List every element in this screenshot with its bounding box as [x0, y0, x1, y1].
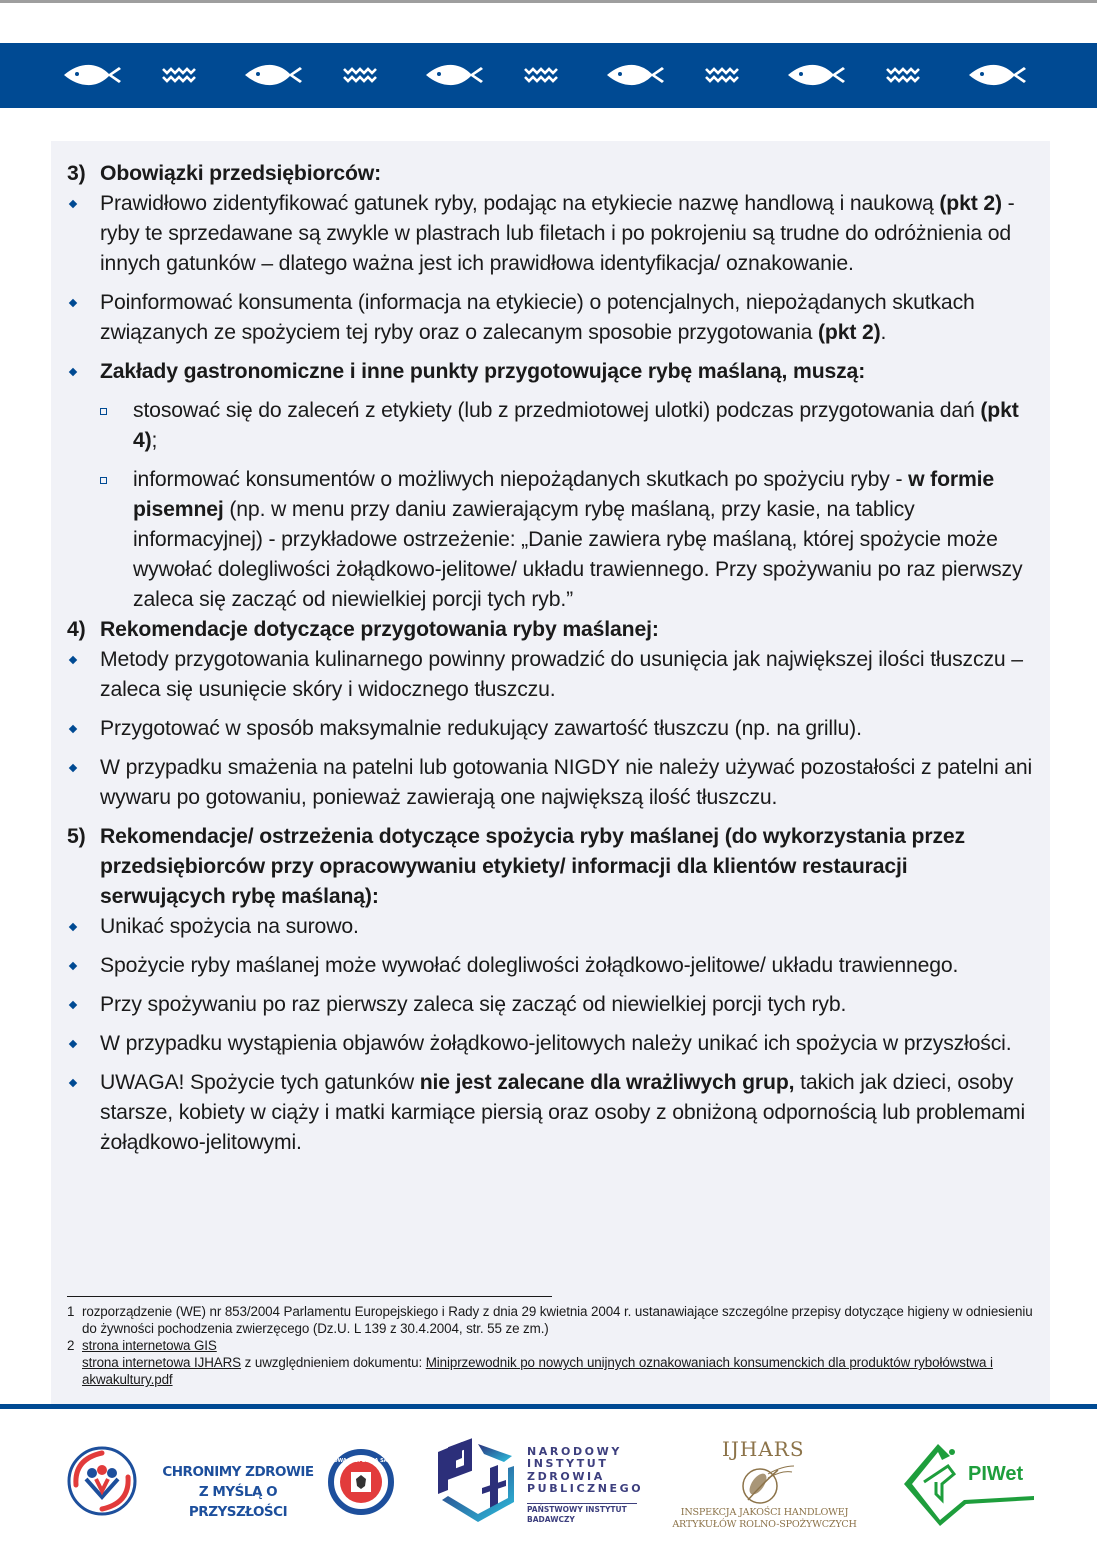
top-rule — [0, 0, 1097, 3]
fish-icon — [606, 63, 664, 87]
sub-list — [100, 396, 1037, 615]
list-item: Metody przygotowania kulinarnego powinny prowadzić do usunięcia jak największej ilości tłuszczu – zaleca się usunięcie skóry i widocznego tłuszczu. — [67, 645, 1037, 705]
fish-icon — [787, 63, 845, 87]
waves-icon — [886, 66, 920, 84]
list-item: W przypadku smażenia na patelni lub gotowania NIGDY nie należy używać pozostałości z patelni ani wywaru po gotowaniu, ponieważ zawierają one największą ilość tłuszczu. — [67, 753, 1037, 813]
section-4-title — [67, 615, 1037, 645]
list-item: Przygotować w sposób maksymalnie redukujący zawartość tłuszczu (np. na grillu). — [67, 714, 1037, 744]
list-item: W przypadku wystąpienia objawów żołądkowo-jelitowych należy unikać ich spożycia w przyszłości. — [67, 1029, 1037, 1059]
diamond-bullet-icon — [69, 299, 77, 307]
waves-icon — [162, 66, 196, 84]
piwet-name: PIWet — [968, 1463, 1024, 1485]
fish-icon — [244, 63, 302, 87]
gis-link[interactable]: strona internetowa GIS — [82, 1338, 217, 1353]
diamond-bullet-icon — [69, 764, 77, 772]
pis-logo — [309, 1450, 413, 1514]
ijhars-name: IJHARS — [722, 1437, 805, 1461]
list-item: Spożycie ryby maślanej może wywołać dolegliwości żołądkowo-jelitowe/ układu trawiennego. — [67, 951, 1037, 981]
main-content — [67, 159, 1037, 1158]
nizp-name: NARODOWY INSTYTUT ZDROWIA PUBLICZNEGO — [527, 1445, 644, 1496]
section-3-list — [67, 189, 1037, 615]
section-heading: Rekomendacje/ ostrzeżenia dotyczące spożycia ryby maślanej (do wykorzystania przez przedsiębiorców przy opracowywaniu etykiety/ informacji dla klientów restauracji serwujących rybę maślaną): — [100, 825, 965, 908]
section-3-title — [67, 159, 1037, 189]
footnotes — [67, 1296, 1037, 1388]
ijhars-link[interactable]: strona internetowa IJHARS — [82, 1355, 242, 1370]
nizp-subtitle: PAŃSTWOWY INSTYTUT BADAWCZY — [527, 1503, 637, 1525]
diamond-bullet-icon — [69, 962, 77, 970]
list-item: Przy spożywaniu po raz pierwszy zaleca się zacząć od niewielkiej porcji tych ryb. — [67, 990, 1037, 1020]
list-item: Prawidłowo zidentyfikować gatunek ryby, podając na etykiecie nazwę handlową i naukową (pkt 2) - ryby te sprzedawane są zwykle w plastrach lub filetach i po pokrojeniu są trudne do odróżnienia od innych gatunków – dlatego ważna jest ich prawidłowa identyfikacja/ oznakowanie. — [67, 189, 1037, 279]
ijhars-subtitle: INSPEKCJA JAKOŚCI HANDLOWEJ ARTYKUŁÓW ROLNO-SPOŻYWCZYCH — [672, 1507, 857, 1530]
diamond-bullet-icon — [69, 1040, 77, 1048]
waves-icon — [343, 66, 377, 84]
content-panel — [51, 141, 1050, 1404]
sub-list-item: stosować się do zaleceń z etykiety (lub z przedmiotowej ulotki) podczas przygotowania dań (pkt 4); — [100, 396, 1037, 456]
document-link[interactable]: Miniprzewodnik po nowych unijnych oznakowaniach konsumenckich dla produktów rybołówstwa i akwakultury.pdf — [82, 1355, 993, 1387]
diamond-bullet-icon — [69, 200, 77, 208]
chronimy-zdrowie-logo — [66, 1445, 138, 1517]
square-bullet-icon — [100, 408, 107, 415]
list-item: Poinformować konsumenta (informacja na etykiecie) o potencjalnych, niepożądanych skutkach związanych ze spożyciem tej ryby oraz o zalecanym sposobie przygotowania (pkt 2). — [67, 288, 1037, 348]
section-number: 5) — [67, 825, 86, 848]
diamond-bullet-icon — [69, 1001, 77, 1009]
sub-list-item: informować konsumentów o możliwych niepożądanych skutkach po spożyciu ryby - w formie pisemnej (np. w menu przy daniu zawierającym rybę maślaną, przy kasie, na tablicy informacyjnej) - przykładowe ostrzeżenie: „Danie zawiera rybę maślaną, której spożycie może wywołać dolegliwości żołądkowo-jelitowe/ układu trawiennego. Przy spożywaniu po raz pierwszy zaleca się zacząć od niewielkiej porcji tych ryb.” — [100, 465, 1037, 615]
section-heading: Rekomendacje dotyczące przygotowania ryby maślanej: — [100, 618, 659, 641]
fish-icon — [63, 63, 121, 87]
fish-icon — [968, 63, 1026, 87]
ijhars-wheat-logo — [738, 1462, 796, 1506]
diamond-bullet-icon — [69, 923, 77, 931]
footnote-2: 2 strona internetowa GIS strona internetowa IJHARS z uwzględnieniem dokumentu: Miniprzewodnik po nowych unijnych oznakowaniach konsumenckich dla produktów rybołówstwa i akwakultury.pdf — [67, 1338, 993, 1387]
pis-label: PAŃSTWOWA INSPEKCJA SANITARNA — [309, 1458, 413, 1464]
section-5-list — [67, 912, 1037, 1158]
warning-item: UWAGA! Spożycie tych gatunków nie jest zalecane dla wrażliwych grup, takich jak dzieci, osoby starsze, kobiety w ciąży i matki karmiące piersią oraz osoby z obniżoną odpornością lub problemami żołądkowo-jelitowymi. — [67, 1068, 1037, 1158]
list-item: Zakłady gastronomiczne i inne punkty przygotowujące rybę maślaną, muszą: stosować się do zaleceń z etykiety (lub z przedmiotowej ulotki) podczas przygotowania dań (pkt 4); informować konsumentów o możliwych niepożądanych skutkach po spożyciu ryby - w formie pisemnej (np. w menu przy daniu zawierającym rybę maślaną, przy kasie, na tablicy informacyjnej) - przykładowe ostrzeżenie: „Danie zawiera rybę maślaną, której spożycie może wywołać dolegliwości żołądkowo-jelitowe/ układu trawiennego. Przy spożywaniu po raz pierwszy zaleca się zacząć od niewielkiej porcji tych ryb.” — [67, 357, 1037, 615]
square-bullet-icon — [100, 477, 107, 484]
footnote-divider — [67, 1296, 552, 1297]
section-number: 3) — [67, 162, 86, 185]
waves-icon — [705, 66, 739, 84]
fish-icon — [425, 63, 483, 87]
diamond-bullet-icon — [69, 725, 77, 733]
bottom-rule — [0, 1404, 1097, 1409]
section-5-title — [67, 822, 1037, 912]
diamond-bullet-icon — [69, 656, 77, 664]
chronimy-zdrowie-text: CHRONIMY ZDROWIE Z MYŚLĄ O PRZYSZŁOŚCI — [162, 1464, 314, 1520]
diamond-bullet-icon — [69, 1079, 77, 1087]
list-item: Unikać spożycia na surowo. — [67, 912, 1037, 942]
section-heading: Obowiązki przedsiębiorców: — [100, 162, 382, 185]
waves-icon — [524, 66, 558, 84]
section-number: 4) — [67, 618, 86, 641]
nizp-logo — [434, 1438, 518, 1528]
diamond-bullet-icon — [69, 368, 77, 376]
section-4-list — [67, 645, 1037, 813]
footnote-1: 1 rozporządzenie (WE) nr 853/2004 Parlamentu Europejskiego i Rady z dnia 29 kwietnia 2004 r. ustanawiające szczególne przepisy dotyczące higieny w odniesieniu do żywności pochodzenia zwierzęcego (Dz.U. L 139 z 30.4.2004, str. 55 ze zm.) — [67, 1304, 1033, 1336]
